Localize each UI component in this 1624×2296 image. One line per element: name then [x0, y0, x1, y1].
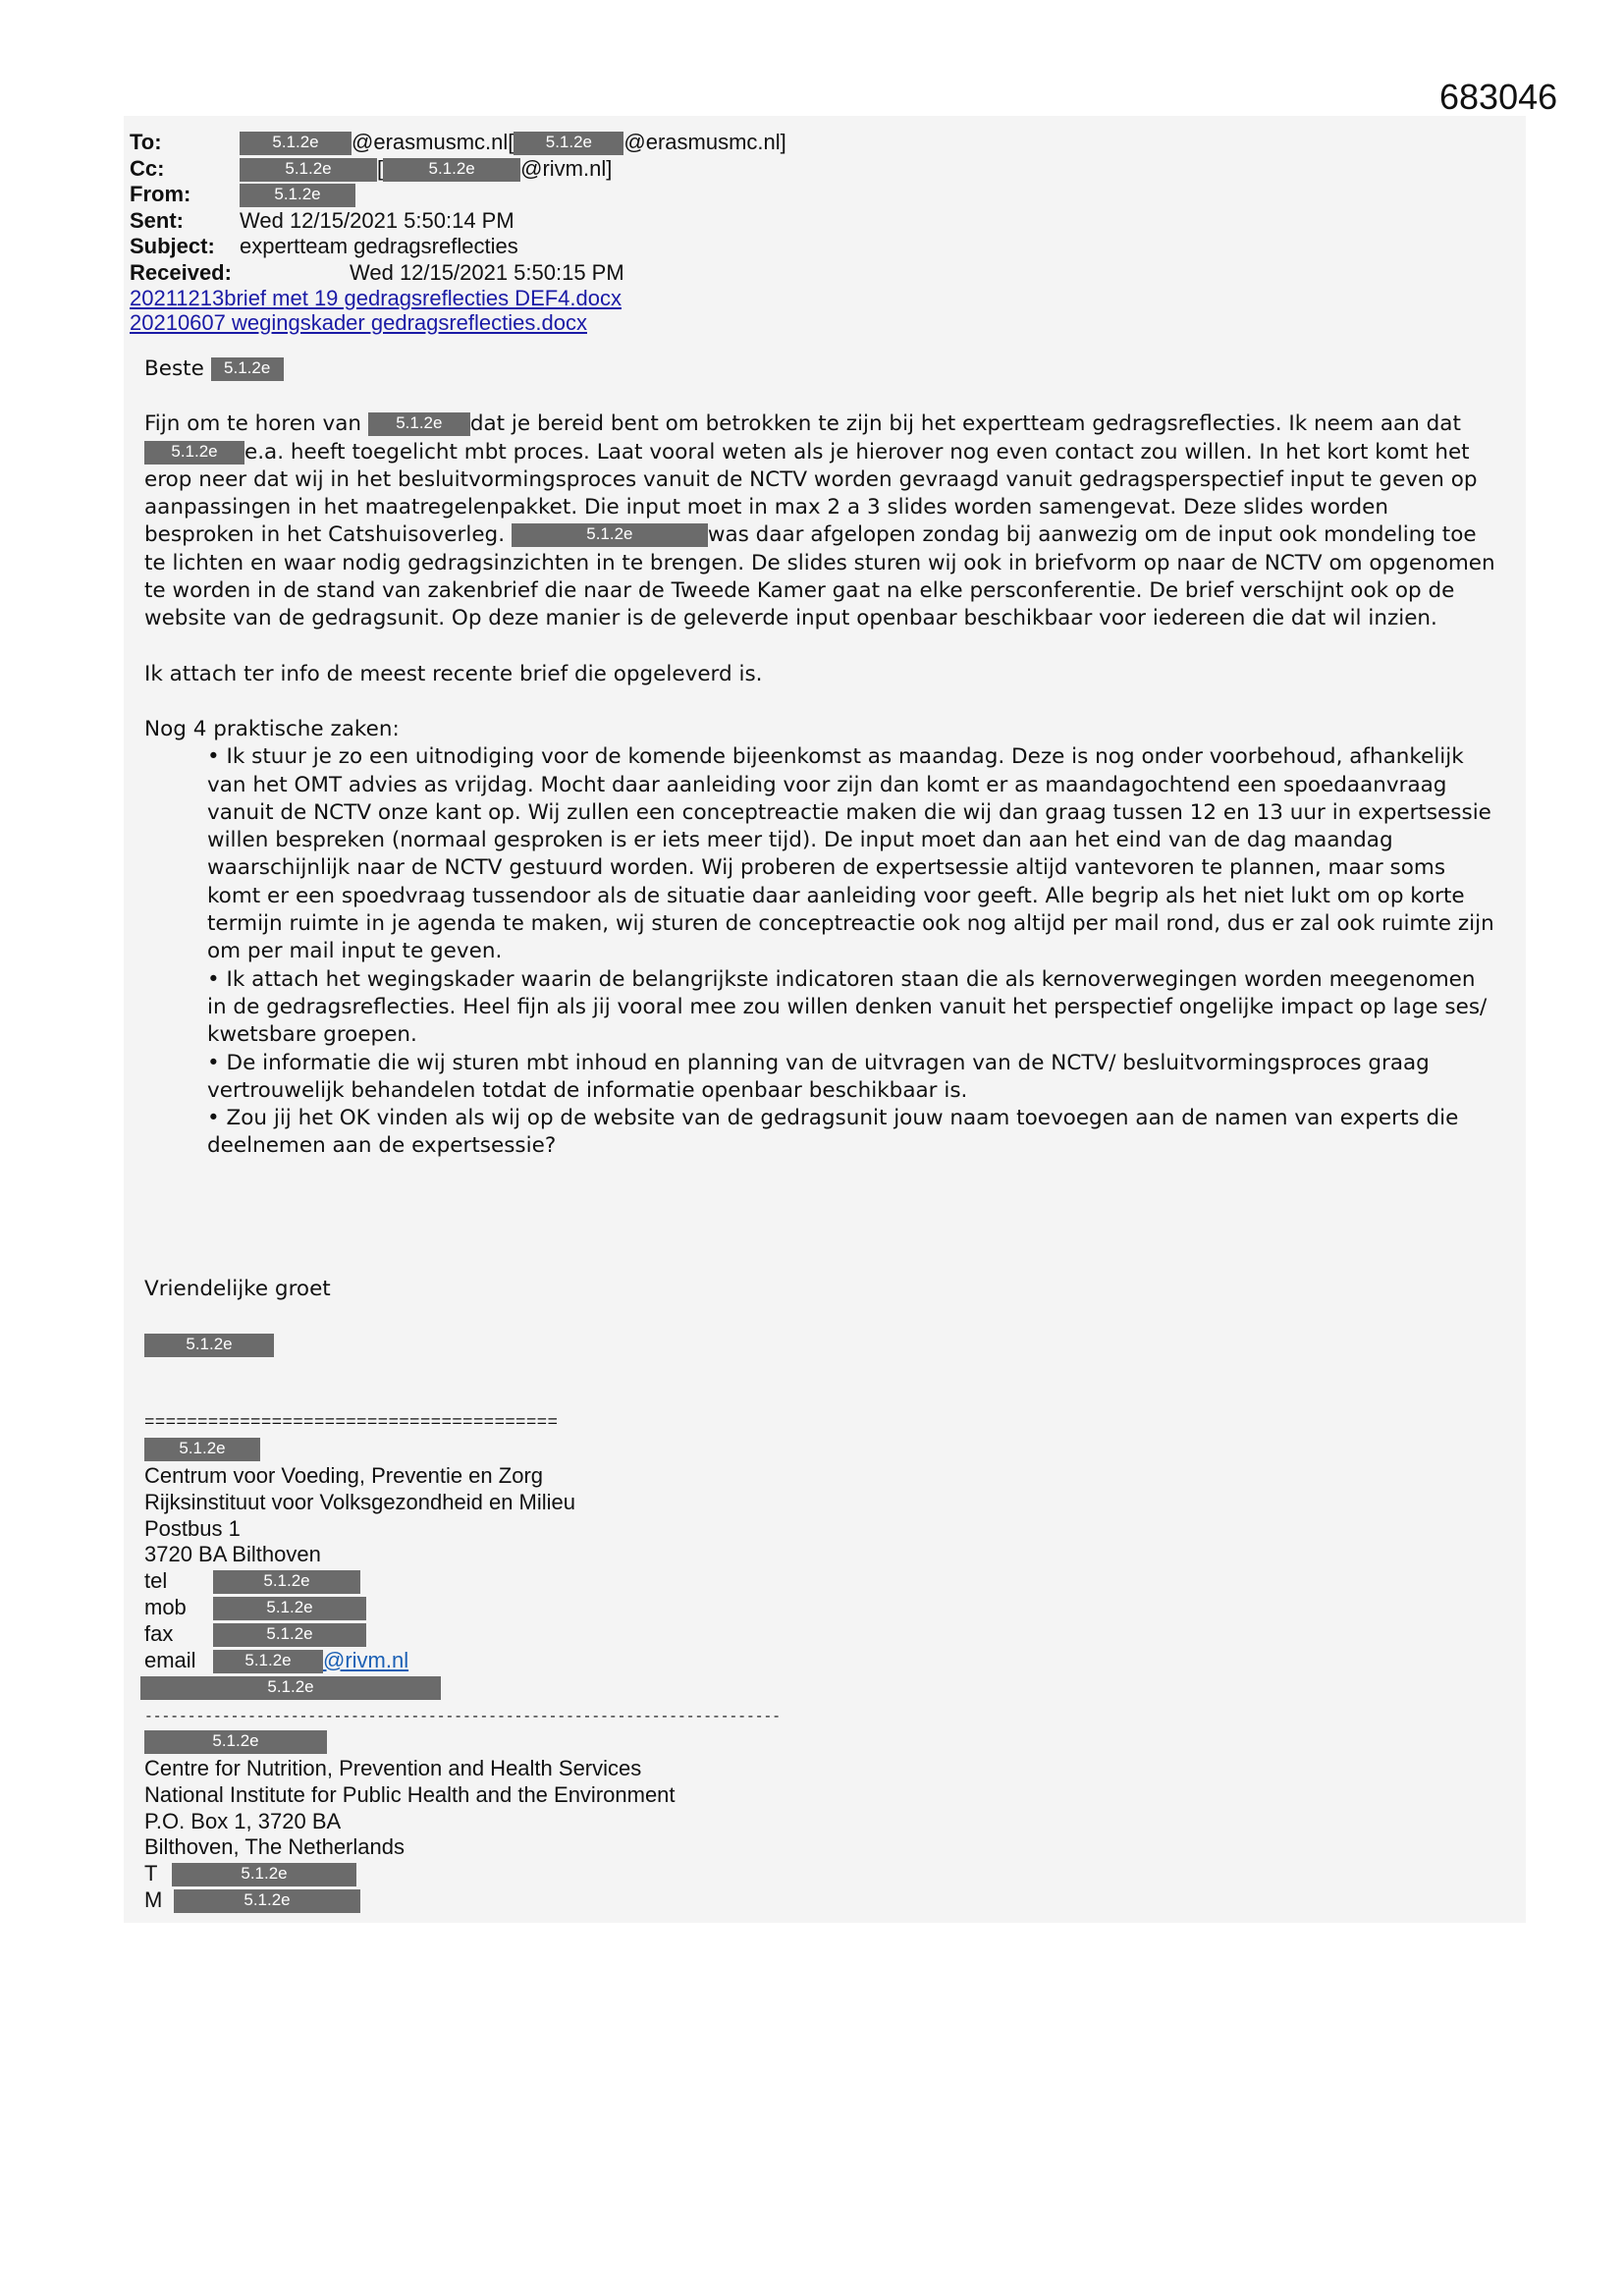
- bullet-item: • De informatie die wij sturen mbt inhoud en planning van de uitvragen van de NCTV/ besluitvormingsproces graag vertrouwelijk behandelen totdat de informatie openbaar beschikbaar is.: [207, 1050, 1430, 1103]
- signature-nl: Centrum voor Voeding, Preventie en Zorg Rijksinstituut voor Volksgezondheid en Milieu Postbus 1 3720 BA Bilthoven tel 5.1.2e mob 5.1.2e fax 5.1.2e email 5.1.2e @rivm.nl 5.1.2e: [144, 1463, 575, 1700]
- attachment-link[interactable]: 20210607 wegingskader gedragsreflecties.docx: [130, 310, 587, 335]
- redaction: 5.1.2e: [213, 1650, 323, 1673]
- redaction: 5.1.2e: [368, 412, 470, 436]
- sent-row: [130, 208, 622, 235]
- redaction: 5.1.2e: [144, 441, 244, 465]
- paragraph-intro: Fijn om te horen van 5.1.2e dat je bereid bent om betrokken te zijn bij het expertteam gedragsreflecties. Ik neem aan dat 5.1.2e e.a. heeft toegelicht mbt proces. Laat vooral weten als je hierover nog even contact zou willen. In het kort komt het erop neer dat wij in het besluitvormingsproces vanuit de NCTV worden gevraagd vanuit gedragsperspectief input te geven op aanpassingen in het maatregelenpakket. Die input moet in max 2 a 3 slides worden samengevat. Deze slides worden besproken in het Catshuisoverleg. 5.1.2e was daar afgelopen zondag bij aanwezig om de input ook mondeling toe te lichten en waar nodig gedragsinzichten in te brengen. De slides sturen wij ook in briefvorm op naar de NCTV om opgenomen te worden in de stand van zakenbrief die naar de Tweede Kamer gaat na elke persconferentie. De brief verschijnt ook op de website van de gedragsunit. Op deze manier is de geleverde input openbaar beschikbaar voor iedereen die dat wil inzien.: [144, 411, 1495, 631]
- redaction: 5.1.2e: [514, 132, 623, 155]
- bullet-item: • Ik stuur je zo een uitnodiging voor de komende bijeenkomst as maandag. Deze is nog onder voorbehoud, afhankelijk van het OMT advies as vrijdag. Mocht daar aanleiding voor zijn dan komt er as maandagochtend een spoedaanvraag vanuit de NCTV onze kant op. Wij zullen een conceptreactie maken die wij dan graag tussen 12 en 13 uur in expertsessie willen bespreken (normaal gesproken is er iets meer tijd). De input moet dan aan het eind van de dag maandag waarschijnlijk naar de NCTV gestuurd worden. Wij proberen de expertsessie altijd vantevoren te plannen, maar soms komt er een spoedvraag tussendoor als de situatie daar aanleiding voor geeft. Alle begrip als het niet lukt om op korte termijn ruimte in je agenda te maken, wij sturen de conceptreactie ook nog altijd per mail rond, dus er zal ook ruimte zijn om per mail input te geven.: [207, 744, 1494, 964]
- from-row: [130, 182, 622, 208]
- redaction: 5.1.2e: [172, 1863, 356, 1886]
- subject-value: expertteam gedragsreflecties: [240, 234, 518, 258]
- redaction: 5.1.2e: [240, 158, 377, 182]
- to-row: [130, 130, 786, 156]
- separator: =======================================: [144, 1413, 559, 1433]
- cc-row: [130, 156, 622, 183]
- bullet-item: • Zou jij het OK vinden als wij op de website van de gedragsunit jouw naam toevoegen aan de namen van experts die deelnemen aan de expertsessie?: [207, 1106, 1459, 1159]
- redaction: 5.1.2e: [240, 132, 352, 155]
- redaction: 5.1.2e: [213, 1623, 366, 1647]
- redaction: 5.1.2e: [383, 158, 520, 182]
- signature-en: Centre for Nutrition, Prevention and Health Services National Institute for Public Health and the Environment P.O. Box 1, 3720 BA Bilthoven, The Netherlands T 5.1.2e M 5.1.2e: [144, 1756, 676, 1912]
- redaction: 5.1.2e: [174, 1889, 360, 1913]
- email-body: [144, 355, 1499, 1161]
- received-value: Wed 12/15/2021 5:50:15 PM: [350, 259, 624, 285]
- greeting: Beste 5.1.2e: [144, 355, 1499, 383]
- to-label: To:: [130, 130, 162, 154]
- redaction: 5.1.2e: [211, 357, 284, 381]
- redaction: 5.1.2e: [144, 1730, 327, 1754]
- received-row: [130, 260, 622, 287]
- separator: --------------------------------------------------------------------------: [144, 1710, 782, 1725]
- email-link[interactable]: @rivm.nl: [323, 1647, 409, 1672]
- redaction: 5.1.2e: [512, 523, 708, 547]
- paragraph-practical: Nog 4 praktische zaken:: [144, 716, 400, 741]
- paragraph-attach: Ik attach ter info de meest recente brief die opgeleverd is.: [144, 661, 763, 686]
- to-domain: @erasmusmc.nl[: [352, 130, 514, 154]
- redaction: 5.1.2e: [240, 184, 355, 207]
- sent-value: Wed 12/15/2021 5:50:14 PM: [240, 207, 514, 233]
- subject-label: Subject:: [130, 234, 215, 258]
- redaction: 5.1.2e: [144, 1438, 260, 1461]
- email-header: [130, 130, 786, 335]
- redaction: 5.1.2e: [213, 1597, 366, 1620]
- to-domain: @erasmusmc.nl]: [623, 130, 786, 154]
- document-number: 683046: [1439, 77, 1558, 117]
- from-label: From:: [130, 182, 191, 206]
- received-label: Received:: [130, 259, 232, 285]
- redaction: 5.1.2e: [140, 1676, 441, 1700]
- redaction: 5.1.2e: [213, 1570, 360, 1594]
- subject-row: [130, 234, 622, 260]
- sent-label: Sent:: [130, 207, 184, 233]
- cc-bracket: [: [377, 155, 384, 181]
- attachment-link[interactable]: 20211213brief met 19 gedragsreflecties DEF4.docx: [130, 286, 622, 310]
- cc-label: Cc:: [130, 155, 165, 181]
- redaction: 5.1.2e: [144, 1334, 274, 1357]
- cc-domain: @rivm.nl]: [520, 155, 613, 181]
- bullet-item: • Ik attach het wegingskader waarin de belangrijkste indicatoren staan die als kernoverwegingen worden meegenomen in de gedragsreflecties. Heel fijn als jij vooral mee zou willen denken vanuit het perspectief ongelijke impact op lage ses/ kwetsbare groepen.: [207, 966, 1488, 1048]
- closing: Vriendelijke groet: [144, 1277, 331, 1301]
